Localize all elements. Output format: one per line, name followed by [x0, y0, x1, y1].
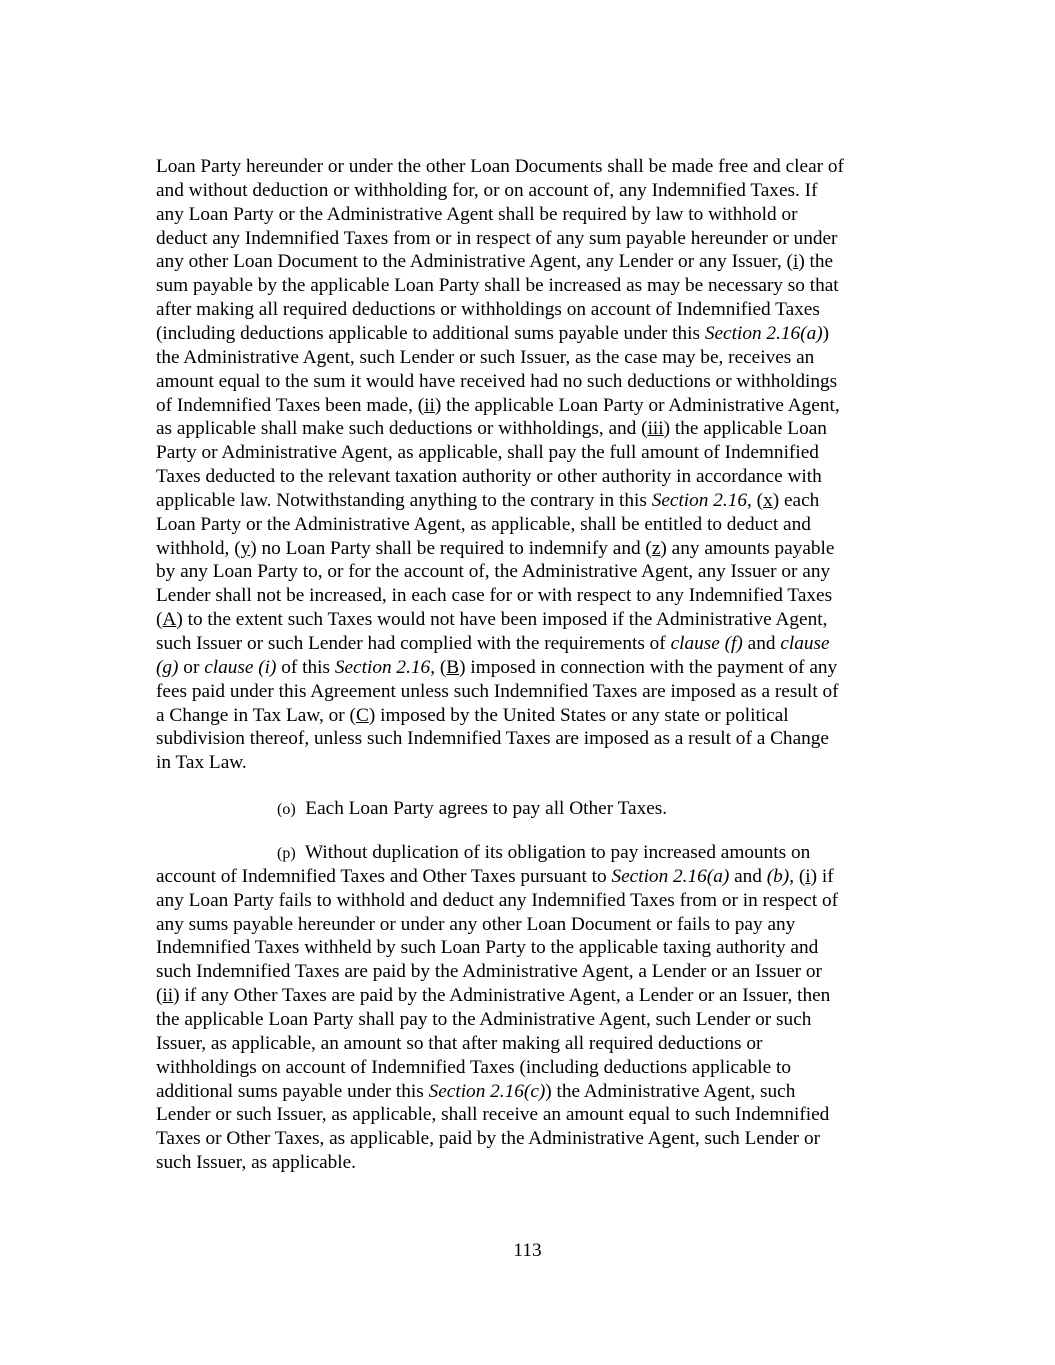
page-number: 113	[513, 1240, 542, 1261]
text-line: the Administrative Agent, such Lender or such Issuer, as the case may be, receives an	[156, 347, 815, 368]
text-line: sum payable by the applicable Loan Party shall be increased as may be necessary so that	[156, 275, 839, 296]
text-line: Taxes or Other Taxes, as applicable, paid by the Administrative Agent, such Lender or	[156, 1128, 821, 1149]
text-line: Issuer, as applicable, an amount so that after making all required deductions or	[156, 1033, 763, 1054]
text-line: a Change in Tax Law, or (C) imposed by the United States or any state or political	[156, 705, 789, 726]
text-line: applicable law. Notwithstanding anything to the contrary in this Section 2.16, (x) each	[156, 490, 820, 511]
text-line: withholdings on account of Indemnified Taxes (including deductions applicable to	[156, 1057, 791, 1078]
text-line: Lender shall not be increased, in each case for or with respect to any Indemnified Taxes	[156, 585, 833, 606]
text-line: Loan Party hereunder or under the other Loan Documents shall be made free and clear of	[156, 156, 844, 177]
text-line: such Indemnified Taxes are paid by the Administrative Agent, a Lender or an Issuer or	[156, 961, 822, 982]
text-line: any Loan Party or the Administrative Agent shall be required by law to withhold or	[156, 204, 798, 225]
text-line: additional sums payable under this Section 2.16(c)) the Administrative Agent, such	[156, 1081, 796, 1102]
text-line: Loan Party or the Administrative Agent, as applicable, shall be entitled to deduct and	[156, 514, 811, 535]
text-line: such Issuer or such Lender had complied with the requirements of clause (f) and clause	[156, 633, 830, 654]
text-line: (g) or clause (i) of this Section 2.16, (B) imposed in connection with the payment of any	[156, 657, 838, 678]
paragraph-o-text: Each Loan Party agrees to pay all Other Taxes.	[305, 798, 668, 819]
text-line: such Issuer, as applicable.	[156, 1152, 357, 1173]
text-line: withhold, (y) no Loan Party shall be required to indemnify and (z) any amounts payable	[156, 538, 835, 559]
text-line: by any Loan Party to, or for the account of, the Administrative Agent, any Issuer or any	[156, 561, 831, 582]
text-line: as applicable shall make such deductions or withholdings, and (iii) the applicable Loan	[156, 418, 827, 439]
text-line: (A) to the extent such Taxes would not have been imposed if the Administrative Agent,	[156, 609, 828, 630]
text-line: Taxes deducted to the relevant taxation authority or other authority in accordance with	[156, 466, 822, 487]
text-line: Party or Administrative Agent, as applicable, shall pay the full amount of Indemnified	[156, 442, 819, 463]
text-line: account of Indemnified Taxes and Other Taxes pursuant to Section 2.16(a) and (b), (i) if	[156, 866, 834, 887]
text-line: (including deductions applicable to additional sums payable under this Section 2.16(a))	[156, 323, 830, 344]
text-line: deduct any Indemnified Taxes from or in respect of any sum payable hereunder or under	[156, 228, 838, 249]
paragraph-o-line	[277, 797, 667, 822]
text-line: after making all required deductions or withholdings on account of Indemnified Taxes	[156, 299, 820, 320]
text-line: Lender or such Issuer, as applicable, shall receive an amount equal to such Indemnified	[156, 1104, 830, 1125]
text-line: any other Loan Document to the Administrative Agent, any Lender or any Issuer, (i) the	[156, 251, 834, 272]
text-line: any sums payable hereunder or under any other Loan Document or fails to pay any	[156, 914, 796, 935]
paragraph-p-label: (p)	[277, 845, 296, 862]
text-line: and without deduction or withholding for, or on account of, any Indemnified Taxes. If	[156, 180, 818, 201]
paragraph-o-label: (o)	[277, 801, 296, 818]
text-line: in Tax Law.	[156, 752, 247, 773]
text-line: (p) Without duplication of its obligation to pay increased amounts on	[277, 842, 811, 863]
text-line: of Indemnified Taxes been made, (ii) the applicable Loan Party or Administrative Agent,	[156, 395, 840, 416]
text-line: the applicable Loan Party shall pay to the Administrative Agent, such Lender or such	[156, 1009, 812, 1030]
text-line: amount equal to the sum it would have received had no such deductions or withholdings	[156, 371, 838, 392]
text-line: subdivision thereof, unless such Indemnified Taxes are imposed as a result of a Change	[156, 728, 829, 749]
text-line: Indemnified Taxes withheld by such Loan Party to the applicable taxing authority and	[156, 937, 819, 958]
text-line: any Loan Party fails to withhold and deduct any Indemnified Taxes from or in respect of	[156, 890, 839, 911]
text-line: (ii) if any Other Taxes are paid by the Administrative Agent, a Lender or an Issuer, then	[156, 985, 831, 1006]
text-line: fees paid under this Agreement unless such Indemnified Taxes are imposed as a result of	[156, 681, 839, 702]
